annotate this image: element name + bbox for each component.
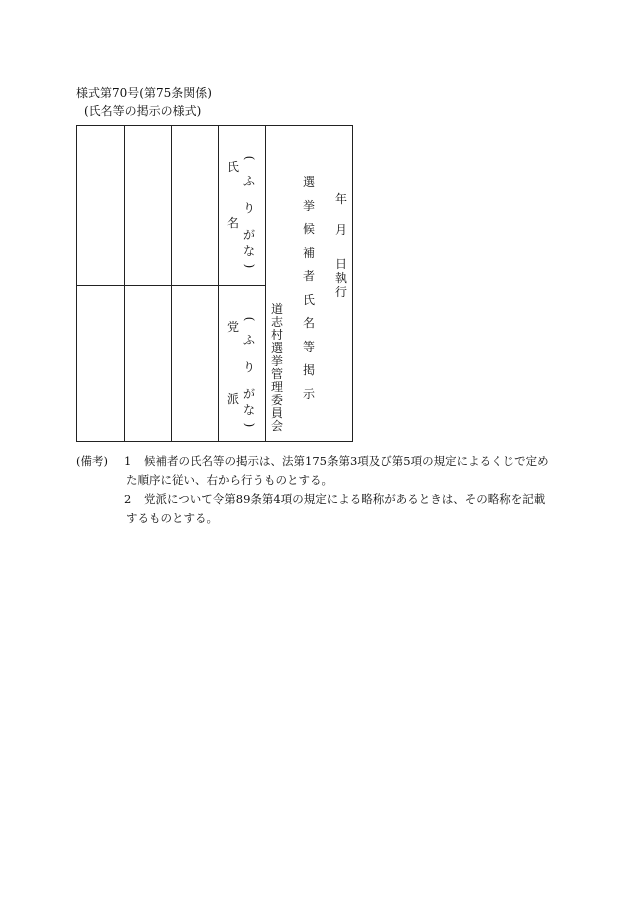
posting-form-table xyxy=(76,125,353,442)
heading-char: 者 xyxy=(303,269,316,283)
date-exec-char: 行 xyxy=(335,285,348,299)
date-exec-char: 執 xyxy=(335,271,348,285)
form-subtitle: (氏名等の掲示の様式) xyxy=(84,104,202,118)
heading-char: 選 xyxy=(303,175,316,189)
heading-char: 氏 xyxy=(303,292,316,307)
party-label-left xyxy=(227,320,239,406)
furigana-char: な xyxy=(243,244,256,258)
furigana-char: り xyxy=(243,360,256,374)
date-day-char: 日 xyxy=(335,257,348,271)
furigana-char: な xyxy=(243,403,256,417)
party-furigana xyxy=(243,313,255,431)
heading-column xyxy=(303,171,315,406)
issuer-char: 道 xyxy=(271,302,284,316)
candidate-name-cell xyxy=(77,126,124,285)
issuer-char: 志 xyxy=(271,315,284,329)
candidate-party-cell xyxy=(171,285,218,441)
heading-char: 挙 xyxy=(303,198,316,213)
heading-char: 示 xyxy=(303,386,316,401)
paren-open: ( xyxy=(242,316,256,322)
heading-char: 名 xyxy=(303,316,316,330)
candidate-name-cell xyxy=(171,126,218,285)
remark-text: 党派について令第89条第4項の規定による略称があるときは、その略称を記載 xyxy=(144,492,546,506)
issuer-char: 管 xyxy=(271,367,284,381)
heading-char: 候 xyxy=(303,222,316,236)
party-label-char: 派 xyxy=(227,392,240,406)
remark-text-continued: するものとする。 xyxy=(126,511,218,525)
column-divider xyxy=(265,126,266,441)
name-label-char: 名 xyxy=(227,216,240,230)
name-label-char: 氏 xyxy=(227,160,240,174)
form-title: 様式第70号(第75条関係) xyxy=(76,86,212,100)
issuer-char: 委 xyxy=(271,393,284,407)
remark-item xyxy=(76,452,556,490)
heading-char: 補 xyxy=(303,245,316,260)
issuer-char: 挙 xyxy=(271,354,284,368)
issuer-char: 理 xyxy=(271,380,284,394)
remark-item xyxy=(76,490,556,528)
remarks-section xyxy=(76,452,556,528)
furigana-char: ふ xyxy=(243,174,256,188)
issuer-char: 選 xyxy=(271,341,284,355)
furigana-char: が xyxy=(243,228,256,242)
paren-open: ( xyxy=(242,155,256,161)
party-label-char: 党 xyxy=(227,320,240,334)
name-label-left xyxy=(227,160,239,230)
remark-number: 2 xyxy=(124,492,132,506)
paren-close: ) xyxy=(242,422,256,428)
column-divider xyxy=(218,126,219,441)
remark-text-continued: た順序に従い、右から行うものとする。 xyxy=(126,473,333,487)
candidate-party-cell xyxy=(124,285,171,441)
furigana-char: ふ xyxy=(243,333,256,347)
paren-close: ) xyxy=(242,263,256,269)
candidate-name-cell xyxy=(124,126,171,285)
name-furigana xyxy=(243,152,255,272)
issuer-char: 員 xyxy=(271,406,284,420)
date-year-char: 年 xyxy=(335,192,348,206)
remark-text: 候補者の氏名等の掲示は、法第175条第3項及び第5項の規定によるくじで定め xyxy=(144,454,549,468)
furigana-char: が xyxy=(243,387,256,401)
remarks-label: (備考) xyxy=(76,454,108,468)
issuer-char: 会 xyxy=(271,419,284,433)
candidate-party-cell xyxy=(77,285,124,441)
remark-number: 1 xyxy=(124,454,132,468)
issuer-column xyxy=(271,303,283,433)
heading-char: 掲 xyxy=(303,363,316,377)
date-month-char: 月 xyxy=(335,223,348,237)
date-column xyxy=(335,192,347,299)
issuer-char: 村 xyxy=(271,328,284,342)
heading-char: 等 xyxy=(303,339,316,354)
furigana-char: り xyxy=(243,201,256,215)
